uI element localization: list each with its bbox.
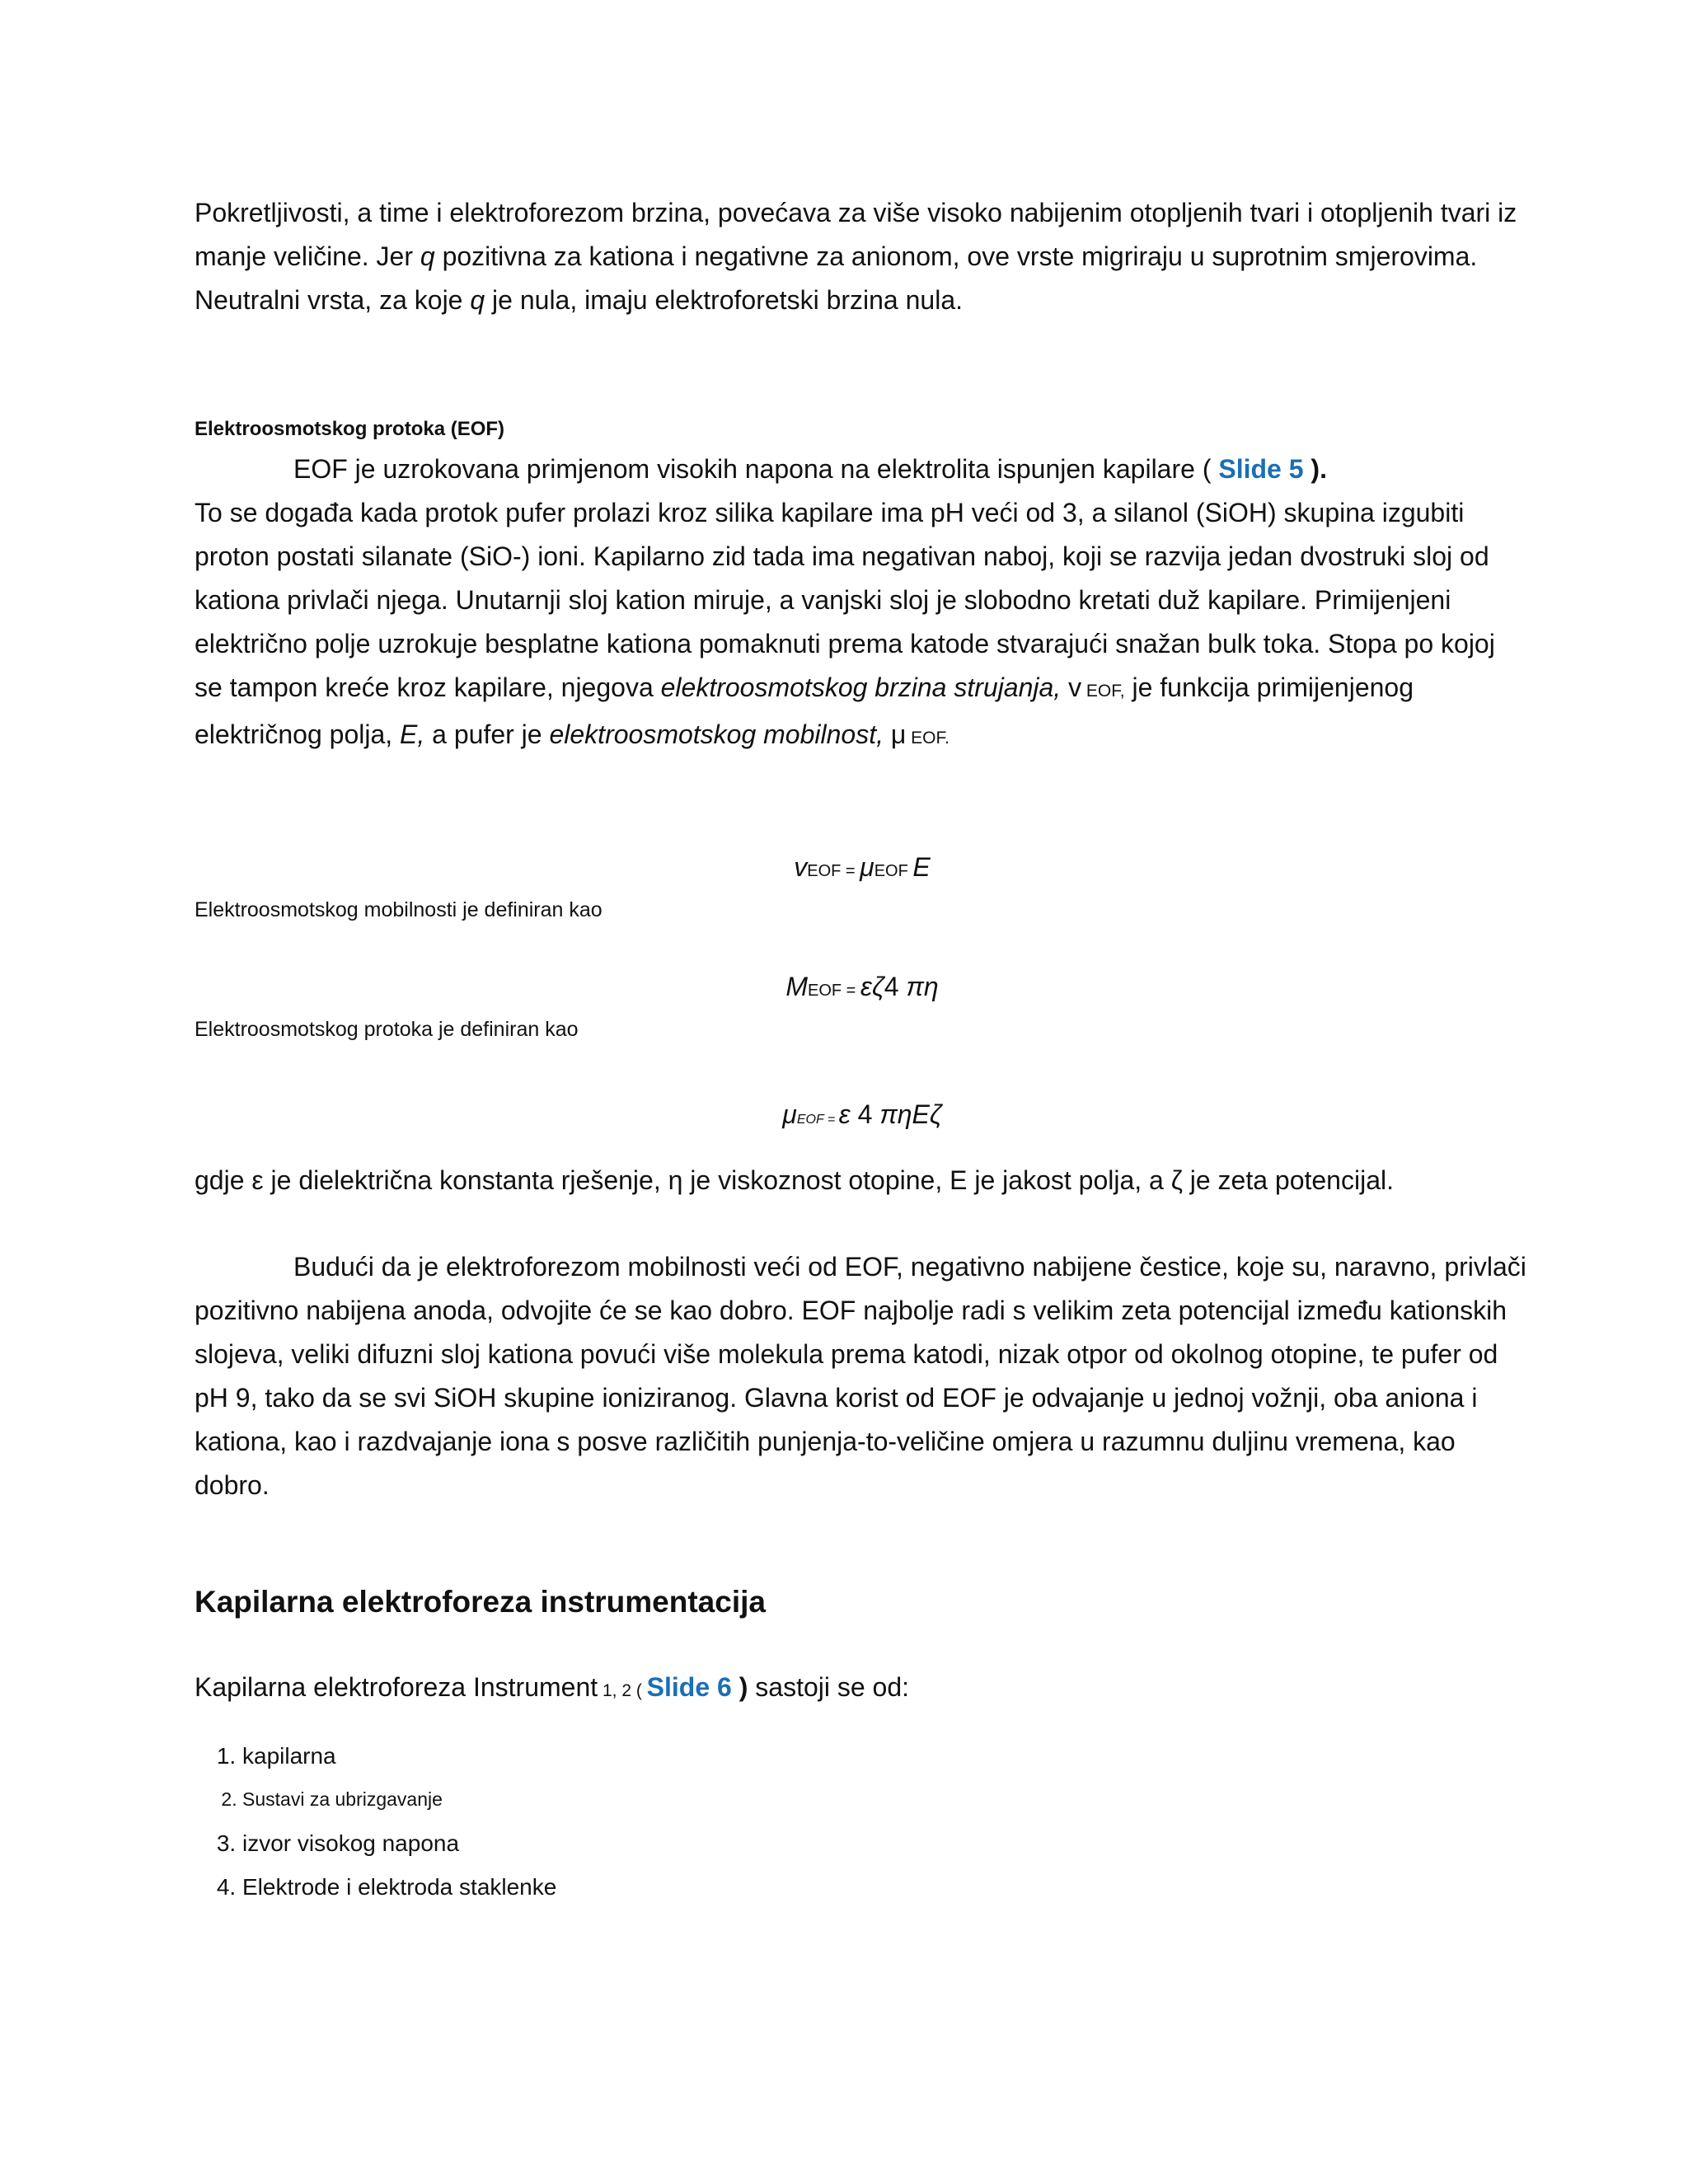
eq-symbol: μ	[782, 1099, 797, 1129]
label-mobility: Elektroosmotskog mobilnosti je definiran kao	[195, 898, 603, 921]
eq-number: 4	[857, 1099, 880, 1129]
equation-eof-velocity	[195, 846, 1530, 892]
eq-symbol: M	[785, 972, 808, 1001]
section-heading: Kapilarna elektroforeza instrumentacija	[195, 1585, 766, 1619]
eq-symbol: μ	[860, 852, 874, 882]
text: Kapilarna elektroforeza Instrument	[195, 1672, 598, 1702]
list-item: 4. Elektrode i elektroda staklenke	[242, 1865, 1530, 1909]
eq-symbol: v	[794, 852, 808, 882]
paragraph-separation: Budući da je elektroforezom mobilnosti veći od EOF, negativno nabijene čestice, koje su, naravno, privlači pozitivno nabijena anoda, odvojite će se kao dobro. EOF najbolje radi s velikim zeta potencijal između kationskih slojeva, veliki difuzni sloj kationa povući više molekula prema katodi, nizak otpor od okolnog otopine, te pufer od pH 9, tako da se svi SiOH skupine ioniziranog. Glavna korist od EOF je odvajanje u jednoj vožnji, oba aniona i kationa, kao i razdvajanje iona s posve različitih punjenja-to-veličine omjera u razumnu duljinu vremena, kao dobro.	[195, 1252, 1526, 1500]
text: je funkcija primijenjenog električnog polja,	[195, 673, 1414, 749]
paragraph-mobility	[195, 191, 1530, 322]
subscript: EOF,	[1081, 682, 1125, 701]
text: To se događa kada protok pufer prolazi kroz silika kapilare ima pH veći od 3, a silanol (SiOH) skupina izgubiti proton postati silanate (SiO-) ioni. Kapilarno zid tada ima negativan naboj, koji se razvija jedan dvostruki sloj od kationa privlači njega. Unutarnji sloj kation miruje, a vanjski sloj je slobodno kretati duž kapilare. Primijenjeni električno polje uzrokuje besplatne kationa pomaknuti prema katode stvarajući snažan bulk toka. Stopa po kojoj se tampon kreće kroz kapilare, njegova	[195, 498, 1495, 702]
equation-eof-flow	[195, 1094, 1530, 1141]
paragraph-eof-body	[195, 491, 1530, 760]
text: pozitivna za kationa i negativne za anionom, ove vrste migriraju u suprotnim smjerovima. Neutralni vrsta, za koje	[195, 241, 1478, 315]
symbol-q: q	[470, 285, 485, 315]
symbol-e: E,	[400, 719, 425, 749]
slide-5-link[interactable]: Slide 5	[1218, 454, 1304, 484]
list-item: 1. kapilarna	[242, 1734, 1530, 1778]
superscript: 1, 2 (	[598, 1681, 647, 1700]
document-page	[195, 191, 1530, 1909]
list-item: 3. izvor visokog napona	[242, 1821, 1530, 1865]
slide-6-link[interactable]: Slide 6	[646, 1672, 732, 1702]
text: v	[1061, 673, 1082, 702]
eq-subscript: EOF =	[796, 1113, 839, 1127]
text: EOF je uzrokovana primjenom visokih napona na elektrolita ispunjen kapilare (	[293, 454, 1219, 484]
paragraph-eof-intro	[195, 448, 1530, 491]
symbol-q: q	[420, 241, 435, 271]
list-item: 2. Sustavi za ubrizgavanje	[242, 1778, 1530, 1821]
text: )	[731, 1672, 748, 1702]
eq-symbol: πη	[906, 972, 939, 1001]
eq-symbol: E	[912, 852, 931, 882]
text: μ	[883, 719, 907, 749]
paragraph-instrument	[195, 1666, 1530, 1713]
eq-subscript: EOF	[874, 862, 913, 880]
eof-heading: Elektroosmotskog protoka (EOF)	[195, 418, 505, 440]
text: sastoji se od:	[748, 1672, 910, 1702]
label-flow: Elektroosmotskog protoka je definiran kao	[195, 1018, 579, 1041]
eq-subscript: EOF =	[807, 862, 860, 880]
subscript: EOF.	[906, 729, 950, 748]
text: ).	[1303, 454, 1327, 484]
text: a pufer je	[424, 719, 550, 749]
eq-symbol: πηEζ	[879, 1099, 942, 1129]
text: Pokretljivosti, a time i elektroforezom brzina, povećava za više visoko nabijenim otopljenih tvari i otopljenih tvari iz manje veličine. Jer	[195, 198, 1517, 271]
eq-subscript: EOF =	[807, 982, 860, 1000]
equation-eof-mobility	[195, 966, 1530, 1011]
eq-number: 4	[884, 972, 907, 1001]
eq-symbol: εζ	[860, 972, 884, 1001]
instrument-list	[195, 1734, 1530, 1909]
em-text: elektroosmotskog brzina strujanja,	[660, 673, 1062, 702]
text: je nula, imaju elektroforetski brzina nula.	[485, 285, 963, 315]
paragraph-symbols: gdje ε je dielektrična konstanta rješenje, η je viskoznost otopine, E je jakost polja, a ζ je zeta potencijal.	[195, 1165, 1394, 1195]
em-text: elektroosmotskog mobilnost,	[549, 719, 884, 749]
eq-symbol: ε	[838, 1099, 858, 1129]
